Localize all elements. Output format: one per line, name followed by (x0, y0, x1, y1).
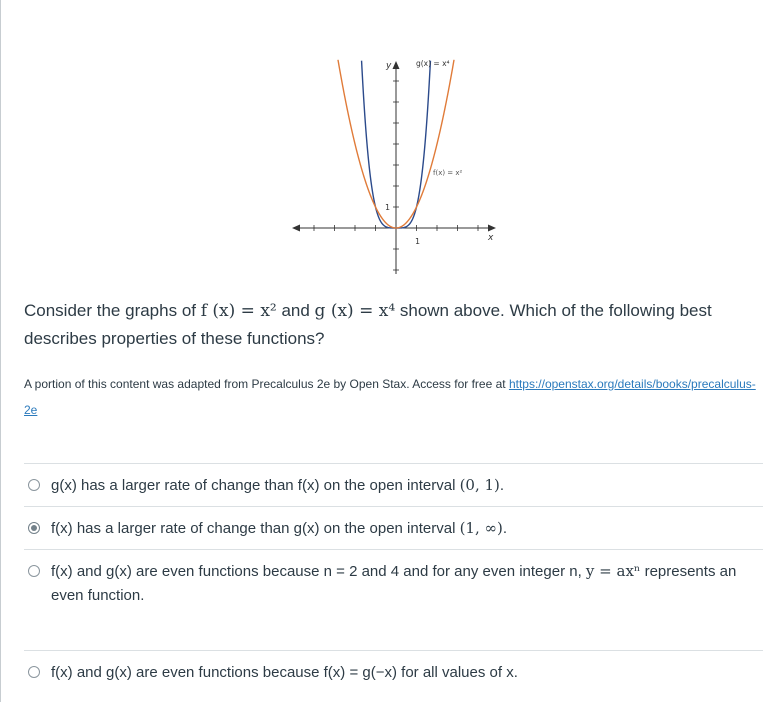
x-axis-arrow-left (292, 225, 300, 232)
f-expression: f (x) = x² (200, 301, 277, 321)
answer-option-1[interactable] (24, 463, 763, 506)
attribution-text: A portion of this content was adapted from Precalculus 2e by Open Stax. Access for free at (24, 377, 509, 391)
answer-option-4[interactable] (24, 650, 763, 693)
answer-label (51, 473, 763, 498)
answer-list (24, 463, 763, 693)
question-and: and (276, 301, 315, 320)
answer-text: f(x) and g(x) are even functions because n = 2 and 4 and for any even integer n, (51, 563, 586, 580)
x-tick-label: 1 (415, 237, 421, 246)
radio-button[interactable] (28, 522, 40, 534)
answer-math: (1, ∞) (459, 519, 503, 537)
answer-text: g(x) has a larger rate of change than f(x) on the open interval (51, 477, 460, 494)
x-axis-label: x (488, 233, 494, 243)
answer-math: y = axⁿ (585, 562, 641, 580)
question-suffix: shown above. Which of the following best describes properties of these functions? (24, 301, 712, 348)
y-tick-label: 1 (385, 203, 391, 212)
y-axis-arrow (393, 61, 400, 69)
attribution (24, 371, 764, 423)
answer-suffix: . (499, 477, 505, 494)
y-axis-label: y (386, 61, 392, 71)
openstax-link[interactable]: https://openstax.org/details/books/precalculus-2e (24, 377, 756, 417)
answer-suffix: represents an even function. (51, 563, 737, 604)
question-text (24, 297, 764, 353)
answer-text: f(x) has a larger rate of change than g(x) on the open interval (51, 520, 460, 537)
answer-math: (0, 1) (459, 476, 500, 494)
answer-suffix: . (502, 520, 508, 537)
radio-button[interactable] (28, 479, 40, 491)
answer-label (51, 559, 763, 608)
page-left-border (0, 0, 1, 702)
f-curve-label: f(x) = x² (433, 169, 463, 177)
g-expression: g (x) = x⁴ (314, 301, 396, 321)
answer-label (51, 660, 763, 685)
g-curve-label: g(x) = x⁴ (416, 59, 450, 68)
radio-button[interactable] (28, 565, 40, 577)
answer-label (51, 516, 763, 541)
question-prefix: Consider the graphs of (24, 301, 201, 320)
answer-option-2[interactable] (24, 506, 763, 549)
function-graph (280, 52, 520, 284)
radio-button[interactable] (28, 666, 40, 678)
answer-option-3[interactable] (24, 549, 763, 650)
x-axis-arrow (488, 225, 496, 232)
answer-text: f(x) and g(x) are even functions because f(x) = g(−x) for all values of x. (51, 664, 518, 681)
